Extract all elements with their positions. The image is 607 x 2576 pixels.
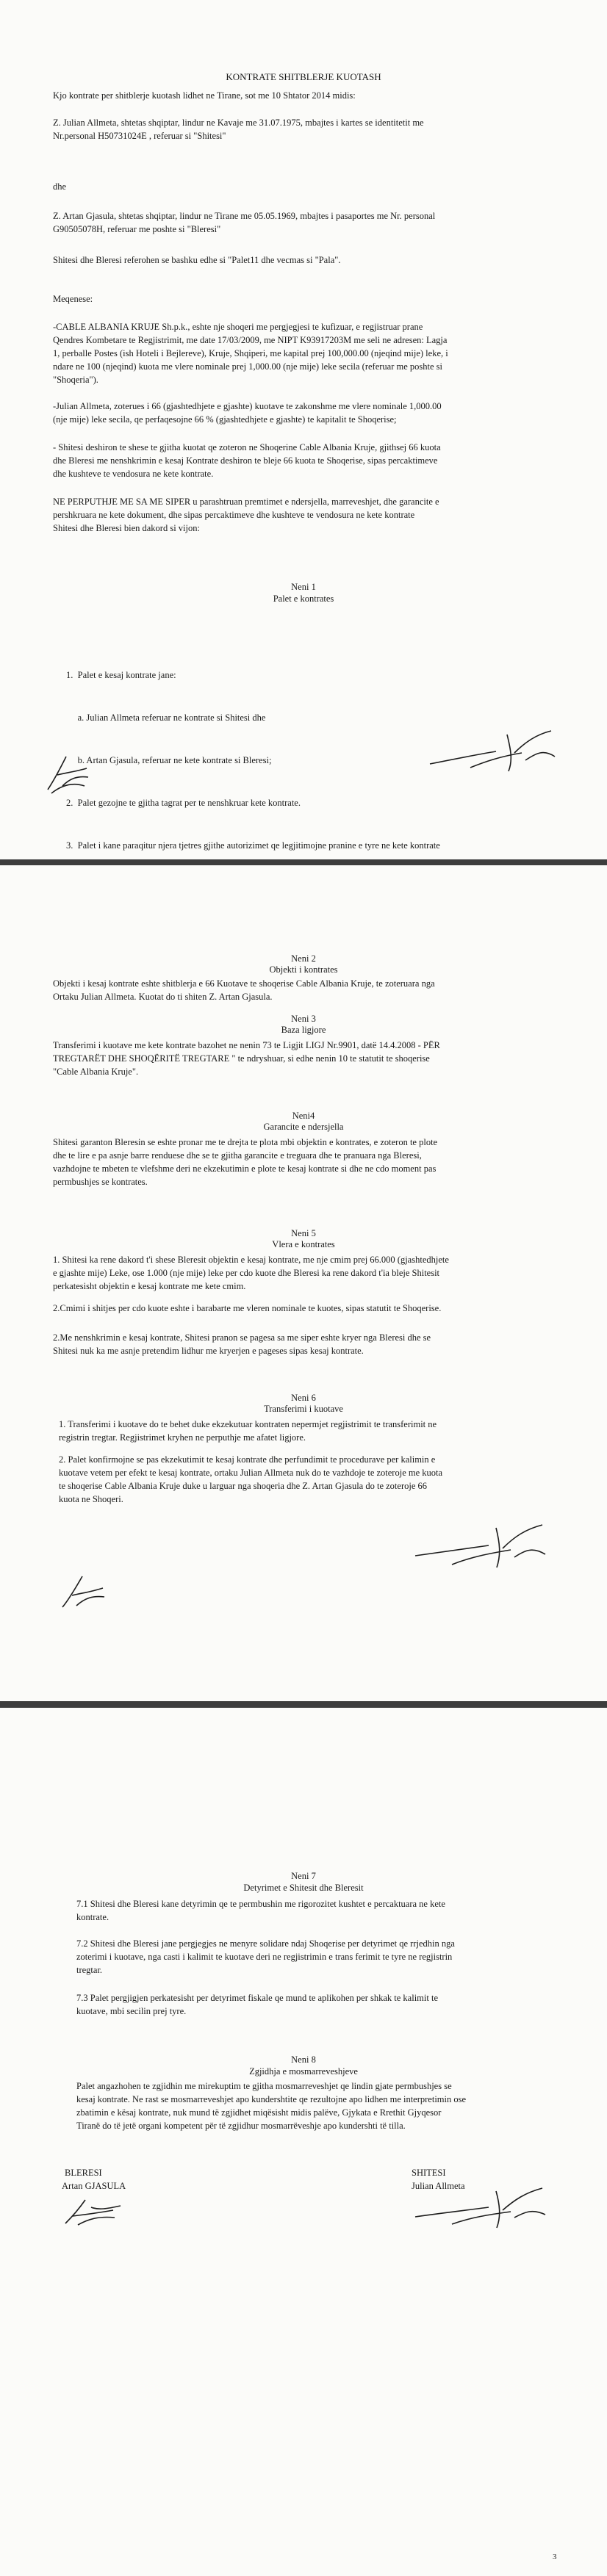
buyer-signature bbox=[62, 2194, 128, 2231]
article-2-title: Neni 2 bbox=[291, 953, 316, 964]
and-text: dhe bbox=[53, 181, 67, 192]
article-5-nominal: 2.Cmimi i shitjes per cdo kuote eshte i barabarte me vleren nominale te kuotes, sipas statutit te Shoqerise. bbox=[53, 1303, 442, 1313]
whereas-heading: Meqenese: bbox=[53, 294, 93, 304]
whereas-intent: - Shitesi deshiron te shese te gjitha kuotat qe zoteron ne Shoqerine Cable Albania Kruje, gjithsej 66 kuota dhe Bleresi me nenshkrimin e kesaj Kontrate deshiron te bleje 66 kuota te Shoqerise, sipas percaktimeve dhe kushteve te vendosura ne kete kontrate. bbox=[53, 442, 441, 479]
article-8-title: Neni 8 bbox=[291, 2054, 316, 2065]
document-page-1 bbox=[0, 0, 607, 859]
party-seller: Z. Julian Allmeta, shtetas shqiptar, lindur ne Kavaje me 31.07.1975, mbajtes i kartes se identitetit me Nr.personal H50731024E , referuar si "Shitesi" bbox=[53, 118, 424, 141]
article-2-text: Objekti i kesaj kontrate eshte shitblerja e 66 Kuotave te shoqerise Cable Albania Kruje, te zoteruara nga Ortaku Julian Allmeta. Kuotat do ti shiten Z. Artan Gjasula. bbox=[53, 978, 435, 1002]
article-7-1: 7.1 Shitesi dhe Bleresi kane detyrimin qe te permbushin me rigorozitet kushtet e percaktuara ne kete kontrate. bbox=[76, 1899, 445, 1922]
list-item: a. Julian Allmeta referuar ne kontrate si Shitesi dhe bbox=[66, 712, 266, 723]
article-6-registration: 1. Transferimi i kuotave do te behet duke ekzekutuar kontraten nepermjet regjistrimit te transferimit ne registrin tregtar. Regjistrimet kryhen ne perputhje me afatet ligjore. bbox=[59, 1419, 437, 1443]
article-2-subtitle: Objekti i kontrates bbox=[269, 964, 338, 975]
article-4-title: Neni4 bbox=[292, 1111, 315, 1121]
article-7-3: 7.3 Palet pergjigjen perkatesisht per detyrimet fiskale qe mund te aplikohen per shkak te kalimit te kuotave, mbi secilin prej tyre. bbox=[76, 1993, 438, 2016]
article-4-subtitle: Garancite e ndersjella bbox=[263, 1122, 344, 1132]
article-7-title: Neni 7 bbox=[291, 1871, 316, 1881]
parties-reference: Shitesi dhe Bleresi referohen se bashku edhe si "Palet11 dhe vecmas si "Pala". bbox=[53, 255, 341, 265]
article-8-text: Palet angazhohen te zgjidhin me mirekuptim te gjitha mosmarreveshjet qe lindin gjate permbushjes se kesaj kontrate. Ne rast se mosmarreveshjet apo kundershtite qe rezultojne apo lidhen me interpretimin ose zbatimin e kësaj kontrate, nuk mund të zgjidhet miqësisht midis palëve, Gjykata e Rrethit Gjyqesor Tiranë do të jetë organi kompetent për të zgjidhur mosmarrëveshje apo kundershti të tilla. bbox=[76, 2081, 467, 2131]
article-5-title: Neni 5 bbox=[291, 1228, 316, 1238]
seller-signature bbox=[426, 724, 558, 782]
seller-name: Julian Allmeta bbox=[412, 2181, 465, 2191]
whereas-company: -CABLE ALBANIA KRUJE Sh.p.k., eshte nje shoqeri me pergjegjesi te kufizuar, e regjistruar prane Qendres Kombetare te Regjistrimit, me date 17/03/2009, me NIPT K93917203M me seli ne adresen: Lagja 1, perballe Postes (ish Hoteli i Bejlereve), Kruje, Shqiperi, me kapital prej 100,000.00 (njeqind mije) leke, i ndare ne 100 (njeqind) kuota me vlere nominale prej 1,000.00 (nje mije) leke secila (referuar me poshte si "Shoqeria"). bbox=[53, 322, 448, 385]
page-number: 3 bbox=[553, 2552, 557, 2561]
article-3-title: Neni 3 bbox=[291, 1014, 316, 1024]
article-1-subtitle: Palet e kontrates bbox=[273, 594, 334, 604]
list-item: 2. Palet gezojne te gjitha tagrat per te nenshkruar kete kontrate. bbox=[66, 798, 301, 808]
seller-signature bbox=[412, 1519, 551, 1578]
article-6-subtitle: Transferimi i kuotave bbox=[264, 1404, 343, 1414]
seller-label: SHITESI bbox=[412, 2168, 446, 2178]
article-6-confirmation: 2. Palet konfirmojne se pas ekzekutimit te kesaj kontrate dhe perfundimit te procedurave per kalimin e kuotave vetem per efekt te kesaj kontrate, ortaku Julian Allmeta nuk do te vazhdoje te zoteroje me kuota te shoqerise Cable Albania Kruje duke u larguar nga shoqeria dhe Z. Artan Gjasula do te zoteroje 66 kuota ne Shoqeri. bbox=[59, 1454, 443, 1504]
article-1-title: Neni 1 bbox=[291, 582, 316, 592]
article-5-subtitle: Vlera e kontrates bbox=[272, 1239, 335, 1249]
seller-signature bbox=[412, 2184, 551, 2235]
intro-line: Kjo kontrate per shitblerje kuotash lidhet ne Tirane, sot me 10 Shtator 2014 midis: bbox=[53, 90, 356, 101]
article-4-text: Shitesi garanton Bleresin se eshte pronar me te drejta te plota mbi objektin e kontrates, e zoteron te plote dhe te lire e pa asnje barre renduese dhe se te gjitha garancite e treguara dhe te pranuara nga Bleresi, vazhdojne te mbeten te vlefshme deri ne ekzekutimin e plote te kesaj kontrate si dhe ne cdo moment pas permbushjes se kontrates. bbox=[53, 1137, 438, 1187]
buyer-initials-signature bbox=[44, 749, 96, 797]
party-buyer: Z. Artan Gjasula, shtetas shqiptar, lindur ne Tirane me 05.05.1969, mbajtes i pasaportes me Nr. personal G90505078H, referuar me poshte si "Bleresi" bbox=[53, 211, 436, 234]
article-3-text: Transferimi i kuotave me kete kontrate bazohet ne nenin 73 te Ligjit LIGJ Nr.9901, datë 14.4.2008 - PËR TREGTARËT DHE SHOQËRITË TREGTARE " te ndryshuar, si edhe nenin 10 te statutit te shoqerise "Cable Albania Kruje". bbox=[53, 1040, 440, 1077]
buyer-label: BLERESI bbox=[65, 2168, 102, 2178]
article-7-subtitle: Detyrimet e Shitesit dhe Bleresit bbox=[243, 1883, 364, 1893]
article-3-subtitle: Baza ligjore bbox=[281, 1025, 326, 1035]
list-item: 1. Palet e kesaj kontrate jane: bbox=[66, 670, 176, 680]
document-title: KONTRATE SHITBLERJE KUOTASH bbox=[226, 71, 381, 82]
list-item: 3. Palet i kane paraqitur njera tjetres gjithe autorizimet qe legjitimojne pranine e tyre ne kete kontrate bbox=[66, 840, 440, 851]
article-5-payment: 2.Me nenshkrimin e kesaj kontrate, Shitesi pranon se pagesa sa me siper eshte kryer nga Bleresi dhe se Shitesi nuk ka me asnje pretendim lidhur me kryerjen e pageses sipas kesaj kontrate. bbox=[53, 1332, 431, 1356]
whereas-ownership: -Julian Allmeta, zoterues i 66 (gjashtedhjete e gjashte) kuotave te zakonshme me vlere nominale 1,000.00 (nje mije) leke secila, qe perfaqesojne 66 % (gjashtedhjete e gjashte) te kapitalit te Shoqerise; bbox=[53, 401, 442, 425]
agreement-clause: NE PERPUTHJE ME SA ME SIPER u parashtruan premtimet e ndersjella, marreveshjet, dhe garancite e pershkruara ne kete dokument, dhe sipas percaktimeve dhe kushteve te vendosura ne kete kontrate Shitesi dhe Bleresi bien dakord si vijon: bbox=[53, 497, 439, 533]
buyer-name: Artan GJASULA bbox=[62, 2181, 126, 2191]
article-5-price: 1. Shitesi ka rene dakord t'i shese Bleresit objektin e kesaj kontrate, me nje cmim prej 66.000 (gjashtedhjete e gjashte mije) Leke, ose 1.000 (nje mije) leke per cdo kuote dhe Bleresi ka rene dakord t'ia bleje Shitesit perkatesisht objektin e kesaj kontrate me kete cmim. bbox=[53, 1255, 449, 1291]
article-7-2: 7.2 Shitesi dhe Bleresi jane pergjegjes ne menyre solidare ndaj Shoqerise per detyrimet qe rrjedhin nga zoterimi i kuotave, nga casti i kalimit te kuotave deri ne regjistrimin e trans ferimit te tyre ne regjistrin tregtar. bbox=[76, 1938, 455, 1975]
list-item: b. Artan Gjasula, referuar ne kete kontrate si Bleresi; bbox=[66, 755, 272, 765]
document-page-2 bbox=[0, 865, 607, 1701]
buyer-initials-signature bbox=[59, 1570, 110, 1614]
document-page-3 bbox=[0, 1708, 607, 2576]
article-8-subtitle: Zgjidhja e mosmarreveshjeve bbox=[249, 2066, 358, 2077]
article-6-title: Neni 6 bbox=[291, 1393, 316, 1403]
